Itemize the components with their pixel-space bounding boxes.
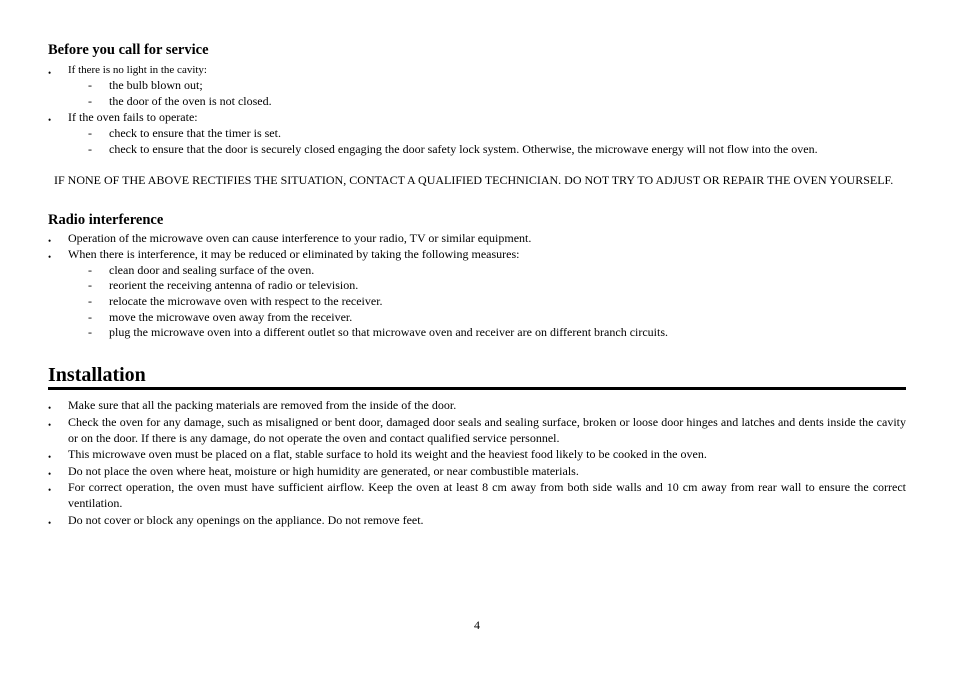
- install-bullet: [48, 512, 906, 528]
- page-number: 4: [474, 618, 480, 632]
- dash: -: [88, 263, 92, 277]
- radio-bullet: [48, 230, 906, 246]
- measure-text: plug the microwave oven into a different outlet so that microwave oven and receiver are on different branch circuits.: [109, 325, 669, 339]
- measure-text: relocate the microwave oven with respect to the receiver.: [109, 294, 383, 308]
- install-bullet-text: Do not place the oven where heat, moisture or high humidity are generated, or near combustible materials.: [68, 464, 579, 478]
- measure-item: [88, 262, 906, 278]
- measure-item: [88, 293, 906, 309]
- bullet-dot: •: [48, 469, 52, 479]
- service-heading: Before you call for service: [48, 42, 209, 58]
- dash: -: [88, 310, 92, 324]
- fails-item: [88, 125, 906, 141]
- bullet-no-light: [48, 62, 906, 78]
- measure-item: [88, 277, 906, 293]
- bullet-dot: •: [48, 68, 52, 78]
- measure-item: [88, 324, 906, 340]
- installation-heading: Installation: [48, 364, 146, 386]
- bullet-dot: •: [48, 452, 52, 462]
- dash: -: [88, 325, 92, 339]
- install-bullet: [48, 463, 906, 479]
- warning-text: IF NONE OF THE ABOVE RECTIFIES THE SITUATION, CONTACT A QUALIFIED TECHNICIAN. DO NOT TRY TO ADJUST OR REPAIR THE OVEN YOURSELF.: [54, 173, 894, 187]
- fails-item-text: check to ensure that the door is securely closed engaging the door safety lock system. Otherwise, the microwave energy will not flow into the oven.: [109, 142, 818, 156]
- heading-rule: [48, 387, 906, 390]
- bullet-dot: •: [48, 252, 52, 262]
- no-light-label: If there is no light in the cavity:: [68, 64, 207, 76]
- fails-item: [88, 141, 906, 157]
- dash: -: [88, 278, 92, 292]
- install-bullet: [48, 479, 906, 511]
- bullet-dot: •: [48, 236, 52, 246]
- install-bullet: [48, 446, 906, 462]
- bullet-fails: [48, 109, 906, 125]
- install-bullet-text: Check the oven for any damage, such as misaligned or bent door, damaged door seals and sealing surface, broken or loose door hinges and latches and dents inside the cavity or on the door. If there is any damage, do not operate the oven and contact qualified service personnel.: [68, 415, 906, 445]
- dash: -: [88, 94, 92, 108]
- install-bullet: [48, 414, 906, 446]
- bullet-dot: •: [48, 403, 52, 413]
- dash: -: [88, 294, 92, 308]
- measure-text: move the microwave oven away from the receiver.: [109, 310, 353, 324]
- no-light-item: [88, 93, 906, 109]
- bullet-dot: •: [48, 485, 52, 495]
- no-light-item-text: the bulb blown out;: [109, 78, 203, 92]
- radio-heading: Radio interference: [48, 212, 164, 228]
- fails-label: If the oven fails to operate:: [68, 110, 198, 124]
- install-bullet-text: Do not cover or block any openings on the appliance. Do not remove feet.: [68, 513, 424, 527]
- radio-bullet-text: When there is interference, it may be reduced or eliminated by taking the following measures:: [68, 247, 520, 261]
- install-bullet-text: Make sure that all the packing materials are removed from the inside of the door.: [68, 398, 457, 412]
- no-light-item: [88, 77, 906, 93]
- install-bullet-text: This microwave oven must be placed on a flat, stable surface to hold its weight and the heaviest food likely to be cooked in the oven.: [68, 447, 707, 461]
- radio-bullet: [48, 246, 906, 262]
- bullet-dot: •: [48, 518, 52, 528]
- measure-text: reorient the receiving antenna of radio or television.: [109, 278, 359, 292]
- install-bullet: [48, 397, 906, 413]
- fails-item-text: check to ensure that the timer is set.: [109, 126, 281, 140]
- bullet-dot: •: [48, 115, 52, 125]
- dash: -: [88, 142, 92, 156]
- dash: -: [88, 78, 92, 92]
- bullet-dot: •: [48, 420, 52, 430]
- measure-item: [88, 309, 906, 325]
- measure-text: clean door and sealing surface of the oven.: [109, 263, 315, 277]
- dash: -: [88, 126, 92, 140]
- radio-bullet-text: Operation of the microwave oven can cause interference to your radio, TV or similar equipment.: [68, 231, 532, 245]
- no-light-item-text: the door of the oven is not closed.: [109, 94, 272, 108]
- install-bullet-text: For correct operation, the oven must have sufficient airflow. Keep the oven at least 8 cm away from both side walls and 10 cm away from rear wall to ensure the correct ventilation.: [68, 480, 906, 510]
